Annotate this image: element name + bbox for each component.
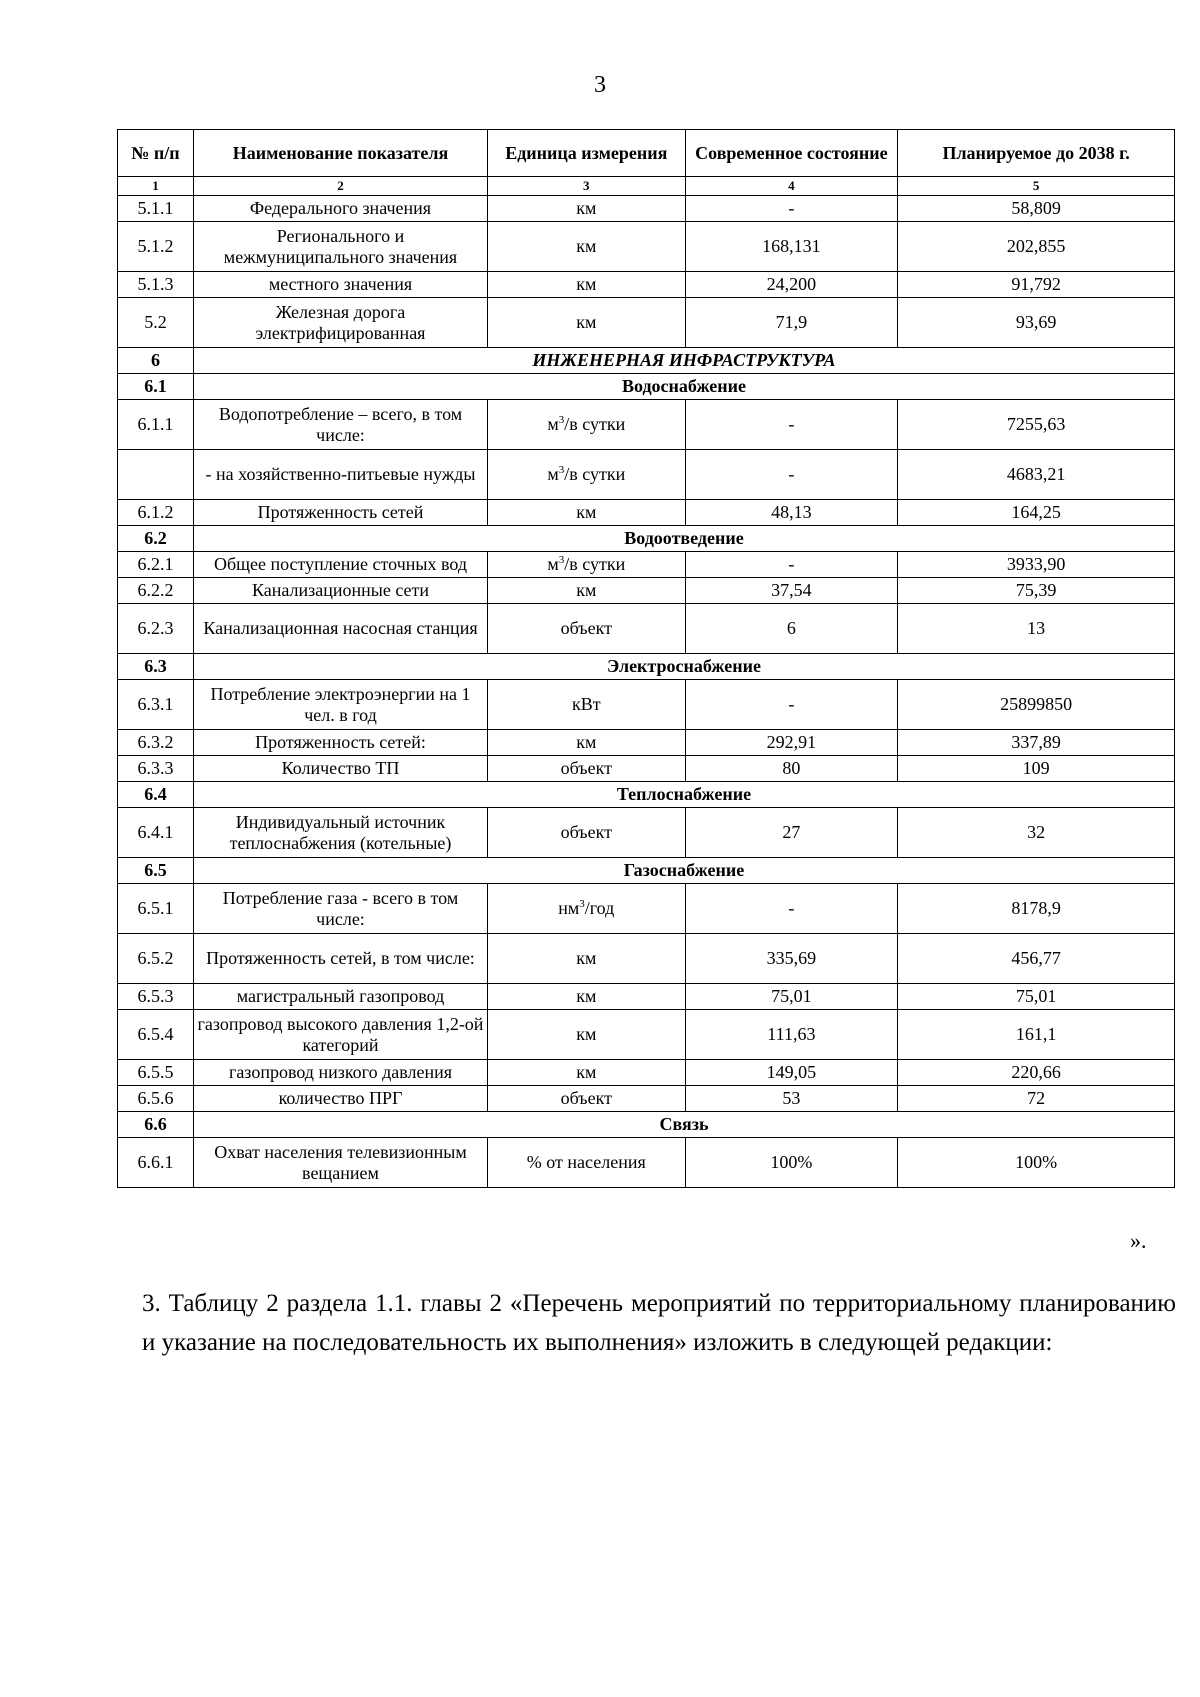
indicator-name: Канализационная насосная станция xyxy=(193,604,487,654)
table-row xyxy=(118,604,1175,654)
current-value: 48,13 xyxy=(685,500,898,526)
indicator-name: Протяженность сетей xyxy=(193,500,487,526)
unit-cell xyxy=(488,1060,686,1086)
row-number xyxy=(118,450,194,500)
section-row xyxy=(118,782,1175,808)
unit-cell xyxy=(488,450,686,500)
unit-cell xyxy=(488,808,686,858)
unit-text: км xyxy=(576,502,597,522)
row-number: 6.3.2 xyxy=(118,730,194,756)
row-number: 5.1.2 xyxy=(118,222,194,272)
planned-value: 32 xyxy=(898,808,1175,858)
row-number: 6.2.3 xyxy=(118,604,194,654)
unit-text: км xyxy=(576,236,597,256)
indicator-name: количество ПРГ xyxy=(193,1086,487,1112)
row-number: 6.2.2 xyxy=(118,578,194,604)
planned-value: 75,39 xyxy=(898,578,1175,604)
unit-superscript: 3 xyxy=(558,414,565,426)
indicator-name: Протяженность сетей, в том числе: xyxy=(193,934,487,984)
unit-text: км xyxy=(576,948,597,968)
unit-cell xyxy=(488,934,686,984)
planned-value: 100% xyxy=(898,1138,1175,1188)
unit-cell xyxy=(488,1138,686,1188)
indicator-name: Количество ТП xyxy=(193,756,487,782)
table-row xyxy=(118,984,1175,1010)
table-row xyxy=(118,196,1175,222)
unit-cell xyxy=(488,680,686,730)
planned-value: 58,809 xyxy=(898,196,1175,222)
table-header-row xyxy=(118,130,1175,177)
indicator-name: Потребление электроэнергии на 1 чел. в год xyxy=(193,680,487,730)
table-row xyxy=(118,272,1175,298)
unit-text: км xyxy=(576,312,597,332)
paragraph-text: 3. Таблицу 2 раздела 1.1. главы 2 «Перечень мероприятий по территориальному планированию и указание на последовательность их выполнения» изложить в следующей редакции: xyxy=(142,1290,1176,1356)
row-number: 6.4.1 xyxy=(118,808,194,858)
instruction-paragraph xyxy=(142,1284,1176,1362)
section-row xyxy=(118,858,1175,884)
current-value: 53 xyxy=(685,1086,898,1112)
row-number: 6.3.1 xyxy=(118,680,194,730)
unit-superscript: 3 xyxy=(579,898,585,910)
current-value: 100% xyxy=(685,1138,898,1188)
table-row xyxy=(118,222,1175,272)
header-cell: Современное состояние xyxy=(685,130,898,177)
current-value: 6 xyxy=(685,604,898,654)
current-value: - xyxy=(685,884,898,934)
table-row xyxy=(118,730,1175,756)
unit-cell xyxy=(488,222,686,272)
unit-text: % от населения xyxy=(526,1152,646,1172)
column-number: 4 xyxy=(685,177,898,196)
current-value: 149,05 xyxy=(685,1060,898,1086)
unit-cell xyxy=(488,578,686,604)
unit-tail: /в сутки xyxy=(564,554,626,574)
table-row xyxy=(118,934,1175,984)
page-number: 3 xyxy=(594,72,606,98)
section-title: Связь xyxy=(193,1112,1174,1138)
indicator-name: газопровод низкого давления xyxy=(193,1060,487,1086)
row-number: 6.2.1 xyxy=(118,552,194,578)
unit-text: объект xyxy=(560,618,612,638)
planned-value: 91,792 xyxy=(898,272,1175,298)
section-title: Водоотведение xyxy=(193,526,1174,552)
current-value: - xyxy=(685,196,898,222)
planned-value: 72 xyxy=(898,1086,1175,1112)
unit-text: объект xyxy=(560,822,612,842)
planned-value: 456,77 xyxy=(898,934,1175,984)
section-row xyxy=(118,374,1175,400)
column-number: 1 xyxy=(118,177,194,196)
planned-value: 161,1 xyxy=(898,1010,1175,1060)
section-number: 6.5 xyxy=(118,858,194,884)
table-row xyxy=(118,1086,1175,1112)
section-number: 6.2 xyxy=(118,526,194,552)
section-number: 6.1 xyxy=(118,374,194,400)
row-number: 6.1.2 xyxy=(118,500,194,526)
table-row xyxy=(118,450,1175,500)
current-value: 80 xyxy=(685,756,898,782)
row-number: 6.5.5 xyxy=(118,1060,194,1086)
unit-text: км xyxy=(576,580,597,600)
unit-cell xyxy=(488,884,686,934)
table-row xyxy=(118,1138,1175,1188)
section-row xyxy=(118,1112,1175,1138)
row-number: 6.5.3 xyxy=(118,984,194,1010)
unit-cell xyxy=(488,730,686,756)
unit-cell xyxy=(488,272,686,298)
planned-value: 8178,9 xyxy=(898,884,1175,934)
planned-value: 7255,63 xyxy=(898,400,1175,450)
indicator-name: Регионального и межмуниципального значения xyxy=(193,222,487,272)
current-value: 24,200 xyxy=(685,272,898,298)
indicators-table xyxy=(117,129,1175,1188)
table-body xyxy=(118,196,1175,1188)
current-value: - xyxy=(685,450,898,500)
indicator-name: Водопотребление – всего, в том числе: xyxy=(193,400,487,450)
current-value: - xyxy=(685,400,898,450)
section-number: 6 xyxy=(118,348,194,374)
unit-text: нм xyxy=(558,898,580,918)
unit-text: кВт xyxy=(571,694,601,714)
unit-text: км xyxy=(576,1062,597,1082)
row-number: 5.1.3 xyxy=(118,272,194,298)
row-number: 6.3.3 xyxy=(118,756,194,782)
unit-cell xyxy=(488,196,686,222)
unit-text: км xyxy=(576,986,597,1006)
section-title: Электроснабжение xyxy=(193,654,1174,680)
current-value: - xyxy=(685,552,898,578)
unit-tail: /в сутки xyxy=(564,414,626,434)
indicator-name: Охват населения телевизионным вещанием xyxy=(193,1138,487,1188)
current-value: 168,131 xyxy=(685,222,898,272)
indicator-name: Федерального значения xyxy=(193,196,487,222)
planned-value: 164,25 xyxy=(898,500,1175,526)
row-number: 5.1.1 xyxy=(118,196,194,222)
section-row xyxy=(118,654,1175,680)
unit-text: м xyxy=(547,554,559,574)
table-row xyxy=(118,552,1175,578)
unit-cell xyxy=(488,1086,686,1112)
row-number: 6.1.1 xyxy=(118,400,194,450)
planned-value: 4683,21 xyxy=(898,450,1175,500)
indicator-name: Потребление газа - всего в том числе: xyxy=(193,884,487,934)
table-row xyxy=(118,1010,1175,1060)
unit-text: км xyxy=(576,732,597,752)
indicator-name: - на хозяйственно-питьевые нужды xyxy=(193,450,487,500)
closing-quote: ». xyxy=(1130,1228,1147,1253)
current-value: 111,63 xyxy=(685,1010,898,1060)
unit-cell xyxy=(488,400,686,450)
indicator-name: Индивидуальный источник теплоснабжения (котельные) xyxy=(193,808,487,858)
section-number: 6.4 xyxy=(118,782,194,808)
table-row xyxy=(118,298,1175,348)
section-title: Теплоснабжение xyxy=(193,782,1174,808)
unit-cell xyxy=(488,298,686,348)
header-cell: Наименование показателя xyxy=(193,130,487,177)
current-value: - xyxy=(685,680,898,730)
unit-superscript: 3 xyxy=(558,464,565,476)
indicator-name: Протяженность сетей: xyxy=(193,730,487,756)
current-value: 75,01 xyxy=(685,984,898,1010)
planned-value: 337,89 xyxy=(898,730,1175,756)
table-row xyxy=(118,808,1175,858)
header-cell: Единица измерения xyxy=(488,130,686,177)
unit-tail: /в сутки xyxy=(564,464,626,484)
current-value: 37,54 xyxy=(685,578,898,604)
indicator-name: Общее поступление сточных вод xyxy=(193,552,487,578)
section-number: 6.3 xyxy=(118,654,194,680)
column-number: 3 xyxy=(488,177,686,196)
table-row xyxy=(118,578,1175,604)
table-row xyxy=(118,884,1175,934)
column-number: 2 xyxy=(193,177,487,196)
indicator-name: Железная дорога электрифицированная xyxy=(193,298,487,348)
section-row xyxy=(118,348,1175,374)
unit-text: м xyxy=(547,464,559,484)
row-number: 5.2 xyxy=(118,298,194,348)
row-number: 6.5.6 xyxy=(118,1086,194,1112)
current-value: 335,69 xyxy=(685,934,898,984)
indicator-name: Канализационные сети xyxy=(193,578,487,604)
unit-tail: /год xyxy=(584,898,615,918)
planned-value: 109 xyxy=(898,756,1175,782)
table-row xyxy=(118,400,1175,450)
unit-cell xyxy=(488,1010,686,1060)
unit-cell xyxy=(488,756,686,782)
row-number: 6.5.4 xyxy=(118,1010,194,1060)
indicator-name: магистральный газопровод xyxy=(193,984,487,1010)
indicator-name: газопровод высокого давления 1,2-ой категорий xyxy=(193,1010,487,1060)
table-row xyxy=(118,1060,1175,1086)
row-number: 6.5.1 xyxy=(118,884,194,934)
header-cell: № п/п xyxy=(118,130,194,177)
indicator-name: местного значения xyxy=(193,272,487,298)
planned-value: 25899850 xyxy=(898,680,1175,730)
unit-superscript: 3 xyxy=(558,554,565,566)
unit-text: объект xyxy=(560,758,612,778)
planned-value: 93,69 xyxy=(898,298,1175,348)
planned-value: 13 xyxy=(898,604,1175,654)
column-number-row xyxy=(118,177,1175,196)
header-cell: Планируемое до 2038 г. xyxy=(898,130,1175,177)
unit-cell xyxy=(488,552,686,578)
section-number: 6.6 xyxy=(118,1112,194,1138)
table-row xyxy=(118,756,1175,782)
section-title: Газоснабжение xyxy=(193,858,1174,884)
unit-cell xyxy=(488,604,686,654)
section-title: Водоснабжение xyxy=(193,374,1174,400)
current-value: 292,91 xyxy=(685,730,898,756)
current-value: 27 xyxy=(685,808,898,858)
section-row xyxy=(118,526,1175,552)
unit-text: объект xyxy=(560,1088,612,1108)
unit-cell xyxy=(488,984,686,1010)
planned-value: 202,855 xyxy=(898,222,1175,272)
column-number: 5 xyxy=(898,177,1175,196)
unit-text: км xyxy=(576,274,597,294)
row-number: 6.5.2 xyxy=(118,934,194,984)
unit-cell xyxy=(488,500,686,526)
table-row xyxy=(118,680,1175,730)
unit-text: км xyxy=(576,1024,597,1044)
planned-value: 220,66 xyxy=(898,1060,1175,1086)
row-number: 6.6.1 xyxy=(118,1138,194,1188)
table-row xyxy=(118,500,1175,526)
planned-value: 3933,90 xyxy=(898,552,1175,578)
unit-text: м xyxy=(547,414,559,434)
section-title: ИНЖЕНЕРНАЯ ИНФРАСТРУКТУРА xyxy=(193,348,1174,374)
current-value: 71,9 xyxy=(685,298,898,348)
unit-text: км xyxy=(576,198,597,218)
planned-value: 75,01 xyxy=(898,984,1175,1010)
